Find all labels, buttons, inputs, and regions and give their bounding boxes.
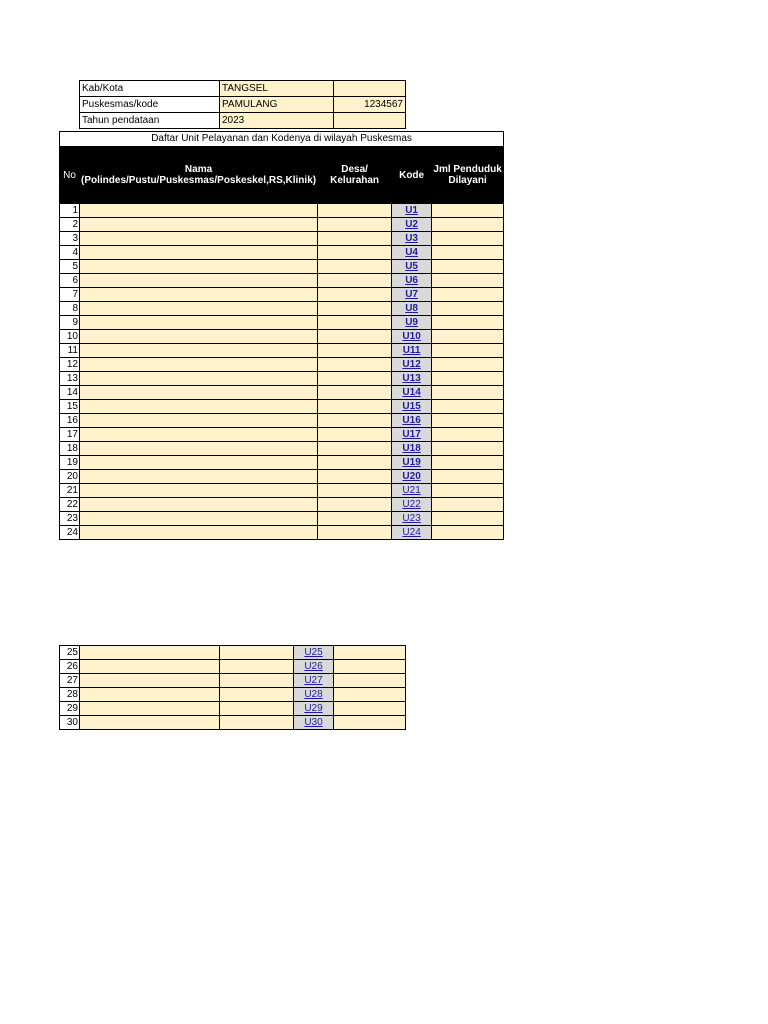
desa-cell[interactable] bbox=[318, 526, 392, 540]
kode-link[interactable]: U21 bbox=[402, 484, 421, 496]
nama-cell[interactable] bbox=[80, 274, 318, 288]
nama-cell[interactable] bbox=[80, 330, 318, 344]
col-header-kode: Kode bbox=[392, 147, 432, 204]
desa-cell[interactable] bbox=[220, 660, 294, 674]
kode-cell bbox=[392, 204, 432, 218]
desa-cell[interactable] bbox=[318, 442, 392, 456]
jml-penduduk-cell[interactable] bbox=[432, 204, 504, 218]
row-number: 3 bbox=[60, 232, 80, 246]
kode-link[interactable]: U11 bbox=[402, 344, 421, 356]
jml-penduduk-cell[interactable] bbox=[432, 330, 504, 344]
jml-penduduk-cell[interactable] bbox=[432, 498, 504, 512]
table-row bbox=[60, 344, 504, 358]
row-number: 11 bbox=[60, 344, 80, 358]
jml-penduduk-cell[interactable] bbox=[432, 512, 504, 526]
col-header-nama: Nama (Polindes/Pustu/Puskesmas/Poskeskel,RS,Klinik) bbox=[80, 147, 318, 204]
header-row-kabkota bbox=[80, 81, 406, 97]
nama-cell[interactable] bbox=[80, 316, 318, 330]
table-title: Daftar Unit Pelayanan dan Kodenya di wilayah Puskesmas bbox=[60, 132, 504, 147]
table-row bbox=[60, 470, 504, 484]
kode-link[interactable]: U6 bbox=[405, 274, 418, 286]
nama-cell[interactable] bbox=[80, 344, 318, 358]
kode-link[interactable]: U2 bbox=[405, 218, 418, 230]
table-row bbox=[60, 526, 504, 540]
kode-link[interactable]: U27 bbox=[304, 674, 323, 686]
kode-cell bbox=[392, 260, 432, 274]
table-row bbox=[60, 716, 406, 730]
row-number: 13 bbox=[60, 372, 80, 386]
kode-cell bbox=[392, 330, 432, 344]
row-number: 16 bbox=[60, 414, 80, 428]
header-row-puskesmas bbox=[80, 97, 406, 113]
table-row bbox=[60, 232, 504, 246]
kode-cell bbox=[392, 386, 432, 400]
desa-cell[interactable] bbox=[318, 316, 392, 330]
nama-cell[interactable] bbox=[80, 386, 318, 400]
kode-cell bbox=[392, 372, 432, 386]
kode-cell bbox=[294, 660, 334, 674]
desa-cell[interactable] bbox=[318, 414, 392, 428]
jml-penduduk-cell[interactable] bbox=[334, 660, 406, 674]
jml-penduduk-cell[interactable] bbox=[432, 246, 504, 260]
row-number: 18 bbox=[60, 442, 80, 456]
jml-penduduk-cell[interactable] bbox=[432, 218, 504, 232]
desa-cell[interactable] bbox=[318, 372, 392, 386]
kode-link[interactable]: U4 bbox=[405, 246, 418, 258]
table-row bbox=[60, 260, 504, 274]
desa-cell[interactable] bbox=[318, 246, 392, 260]
kode-link[interactable]: U5 bbox=[405, 260, 418, 272]
row-number: 20 bbox=[60, 470, 80, 484]
row-number: 24 bbox=[60, 526, 80, 540]
kode-cell bbox=[294, 646, 334, 660]
kode-link[interactable]: U23 bbox=[402, 512, 421, 524]
table-row bbox=[60, 646, 406, 660]
kode-cell bbox=[392, 246, 432, 260]
desa-cell[interactable] bbox=[318, 484, 392, 498]
jml-penduduk-cell[interactable] bbox=[432, 372, 504, 386]
nama-cell[interactable] bbox=[80, 428, 318, 442]
nama-cell[interactable] bbox=[80, 204, 318, 218]
kode-link[interactable]: U7 bbox=[405, 288, 418, 300]
nama-cell[interactable] bbox=[80, 456, 318, 470]
desa-cell[interactable] bbox=[318, 232, 392, 246]
kode-link[interactable]: U17 bbox=[402, 428, 421, 440]
kode-cell bbox=[392, 358, 432, 372]
kode-cell bbox=[392, 288, 432, 302]
table-row bbox=[60, 386, 504, 400]
kode-link[interactable]: U8 bbox=[405, 302, 418, 314]
nama-cell[interactable] bbox=[80, 302, 318, 316]
row-number: 2 bbox=[60, 218, 80, 232]
kode-cell bbox=[392, 470, 432, 484]
desa-cell[interactable] bbox=[220, 716, 294, 730]
desa-cell[interactable] bbox=[220, 688, 294, 702]
jml-penduduk-cell[interactable] bbox=[432, 484, 504, 498]
row-number: 28 bbox=[60, 688, 80, 702]
desa-cell[interactable] bbox=[318, 218, 392, 232]
desa-cell[interactable] bbox=[318, 386, 392, 400]
row-number: 22 bbox=[60, 498, 80, 512]
kode-link[interactable]: U25 bbox=[304, 646, 323, 658]
nama-cell[interactable] bbox=[80, 646, 220, 660]
nama-cell[interactable] bbox=[80, 442, 318, 456]
table-row bbox=[60, 498, 504, 512]
kode-link[interactable]: U1 bbox=[405, 204, 418, 216]
row-number: 8 bbox=[60, 302, 80, 316]
table-row bbox=[60, 274, 504, 288]
desa-cell[interactable] bbox=[318, 498, 392, 512]
nama-cell[interactable] bbox=[80, 484, 318, 498]
desa-cell[interactable] bbox=[318, 512, 392, 526]
header-info-table bbox=[79, 80, 406, 129]
table-row bbox=[60, 330, 504, 344]
header-row-tahun bbox=[80, 113, 406, 129]
row-number: 4 bbox=[60, 246, 80, 260]
nama-cell[interactable] bbox=[80, 400, 318, 414]
kode-cell bbox=[392, 456, 432, 470]
nama-cell[interactable] bbox=[80, 260, 318, 274]
col-header-desa: Desa/ Kelurahan bbox=[318, 147, 392, 204]
col-header-jml: Jml Penduduk Dilayani bbox=[432, 147, 504, 204]
jml-penduduk-cell[interactable] bbox=[432, 316, 504, 330]
jml-penduduk-cell[interactable] bbox=[432, 302, 504, 316]
row-number: 29 bbox=[60, 702, 80, 716]
header-label-cell[interactable]: Kab/Kota bbox=[80, 81, 220, 97]
table-row bbox=[60, 358, 504, 372]
table-row bbox=[60, 414, 504, 428]
kode-cell bbox=[392, 302, 432, 316]
row-number: 23 bbox=[60, 512, 80, 526]
kode-cell bbox=[392, 218, 432, 232]
column-header-row bbox=[60, 147, 504, 204]
nama-cell[interactable] bbox=[80, 470, 318, 484]
nama-cell[interactable] bbox=[80, 218, 318, 232]
nama-cell[interactable] bbox=[80, 358, 318, 372]
table-row bbox=[60, 372, 504, 386]
kode-cell bbox=[294, 688, 334, 702]
table-row bbox=[60, 246, 504, 260]
row-number: 10 bbox=[60, 330, 80, 344]
table-row bbox=[60, 512, 504, 526]
kode-cell bbox=[392, 428, 432, 442]
jml-penduduk-cell[interactable] bbox=[432, 232, 504, 246]
desa-cell[interactable] bbox=[318, 358, 392, 372]
row-number: 15 bbox=[60, 400, 80, 414]
desa-cell[interactable] bbox=[318, 204, 392, 218]
header-value-cell[interactable]: TANGSEL bbox=[220, 81, 334, 97]
row-number: 9 bbox=[60, 316, 80, 330]
header-value-cell[interactable]: PAMULANG bbox=[220, 97, 334, 113]
nama-cell[interactable] bbox=[80, 246, 318, 260]
table-row bbox=[60, 702, 406, 716]
nama-cell[interactable] bbox=[80, 372, 318, 386]
jml-penduduk-cell[interactable] bbox=[432, 428, 504, 442]
desa-cell[interactable] bbox=[318, 400, 392, 414]
table-row bbox=[60, 442, 504, 456]
nama-cell[interactable] bbox=[80, 414, 318, 428]
row-number: 30 bbox=[60, 716, 80, 730]
kode-link[interactable]: U26 bbox=[304, 660, 323, 672]
row-number: 12 bbox=[60, 358, 80, 372]
desa-cell[interactable] bbox=[318, 288, 392, 302]
jml-penduduk-cell[interactable] bbox=[432, 414, 504, 428]
table-row bbox=[60, 316, 504, 330]
desa-cell[interactable] bbox=[220, 646, 294, 660]
nama-cell[interactable] bbox=[80, 526, 318, 540]
header-extra-cell[interactable] bbox=[334, 113, 406, 129]
table-row bbox=[60, 218, 504, 232]
jml-penduduk-cell[interactable] bbox=[432, 470, 504, 484]
kode-link[interactable]: U13 bbox=[402, 372, 421, 384]
kode-link[interactable]: U14 bbox=[402, 386, 421, 398]
row-number: 25 bbox=[60, 646, 80, 660]
kode-cell bbox=[392, 316, 432, 330]
nama-cell[interactable] bbox=[80, 674, 220, 688]
jml-penduduk-cell[interactable] bbox=[432, 274, 504, 288]
kode-link[interactable]: U20 bbox=[402, 470, 421, 482]
kode-link[interactable]: U28 bbox=[304, 688, 323, 700]
kode-link[interactable]: U19 bbox=[402, 456, 421, 468]
kode-cell bbox=[392, 414, 432, 428]
table-row bbox=[60, 302, 504, 316]
kode-cell bbox=[392, 512, 432, 526]
kode-link[interactable]: U18 bbox=[402, 442, 421, 454]
nama-cell[interactable] bbox=[80, 688, 220, 702]
jml-penduduk-cell[interactable] bbox=[432, 260, 504, 274]
jml-penduduk-cell[interactable] bbox=[334, 688, 406, 702]
row-number: 5 bbox=[60, 260, 80, 274]
table-row bbox=[60, 428, 504, 442]
jml-penduduk-cell[interactable] bbox=[432, 344, 504, 358]
kode-cell bbox=[392, 274, 432, 288]
jml-penduduk-cell[interactable] bbox=[334, 674, 406, 688]
row-number: 17 bbox=[60, 428, 80, 442]
row-number: 14 bbox=[60, 386, 80, 400]
kode-link[interactable]: U10 bbox=[402, 330, 421, 342]
table-row bbox=[60, 288, 504, 302]
kode-cell bbox=[392, 344, 432, 358]
unit-pelayanan-table-continued bbox=[59, 645, 406, 730]
table-row bbox=[60, 660, 406, 674]
table-row bbox=[60, 204, 504, 218]
kode-link[interactable]: U30 bbox=[304, 716, 323, 728]
header-value-cell[interactable]: 2023 bbox=[220, 113, 334, 129]
desa-cell[interactable] bbox=[220, 674, 294, 688]
desa-cell[interactable] bbox=[318, 456, 392, 470]
table-row bbox=[60, 674, 406, 688]
kode-link[interactable]: U29 bbox=[304, 702, 323, 714]
kode-link[interactable]: U12 bbox=[402, 358, 421, 370]
desa-cell[interactable] bbox=[318, 344, 392, 358]
row-number: 26 bbox=[60, 660, 80, 674]
jml-penduduk-cell[interactable] bbox=[432, 386, 504, 400]
nama-cell[interactable] bbox=[80, 232, 318, 246]
row-number: 6 bbox=[60, 274, 80, 288]
header-label-cell[interactable]: Puskesmas/kode bbox=[80, 97, 220, 113]
header-extra-cell[interactable]: 1234567 bbox=[334, 97, 406, 113]
desa-cell[interactable] bbox=[318, 470, 392, 484]
desa-cell[interactable] bbox=[220, 702, 294, 716]
row-number: 19 bbox=[60, 456, 80, 470]
kode-cell bbox=[392, 526, 432, 540]
kode-cell bbox=[294, 716, 334, 730]
kode-link[interactable]: U9 bbox=[405, 316, 418, 328]
kode-cell bbox=[392, 232, 432, 246]
kode-link[interactable]: U24 bbox=[402, 526, 421, 538]
jml-penduduk-cell[interactable] bbox=[334, 702, 406, 716]
nama-cell[interactable] bbox=[80, 702, 220, 716]
jml-penduduk-cell[interactable] bbox=[432, 526, 504, 540]
nama-cell[interactable] bbox=[80, 660, 220, 674]
kode-cell bbox=[392, 442, 432, 456]
table-row bbox=[60, 400, 504, 414]
kode-cell bbox=[294, 674, 334, 688]
jml-penduduk-cell[interactable] bbox=[334, 646, 406, 660]
row-number: 1 bbox=[60, 204, 80, 218]
desa-cell[interactable] bbox=[318, 302, 392, 316]
kode-link[interactable]: U3 bbox=[405, 232, 418, 244]
desa-cell[interactable] bbox=[318, 330, 392, 344]
jml-penduduk-cell[interactable] bbox=[432, 288, 504, 302]
unit-pelayanan-table bbox=[59, 131, 504, 540]
kode-cell bbox=[392, 498, 432, 512]
nama-cell[interactable] bbox=[80, 498, 318, 512]
jml-penduduk-cell[interactable] bbox=[432, 442, 504, 456]
jml-penduduk-cell[interactable] bbox=[432, 456, 504, 470]
desa-cell[interactable] bbox=[318, 260, 392, 274]
kode-cell bbox=[392, 484, 432, 498]
table-row bbox=[60, 484, 504, 498]
header-label-cell[interactable]: Tahun pendataan bbox=[80, 113, 220, 129]
row-number: 21 bbox=[60, 484, 80, 498]
col-header-no: No bbox=[60, 147, 80, 204]
nama-cell[interactable] bbox=[80, 716, 220, 730]
row-number: 7 bbox=[60, 288, 80, 302]
nama-cell[interactable] bbox=[80, 512, 318, 526]
desa-cell[interactable] bbox=[318, 428, 392, 442]
desa-cell[interactable] bbox=[318, 274, 392, 288]
nama-cell[interactable] bbox=[80, 288, 318, 302]
kode-link[interactable]: U15 bbox=[402, 400, 421, 412]
kode-link[interactable]: U16 bbox=[402, 414, 421, 426]
table-row bbox=[60, 688, 406, 702]
table-row bbox=[60, 456, 504, 470]
jml-penduduk-cell[interactable] bbox=[432, 358, 504, 372]
row-number: 27 bbox=[60, 674, 80, 688]
jml-penduduk-cell[interactable] bbox=[334, 716, 406, 730]
header-extra-cell[interactable] bbox=[334, 81, 406, 97]
jml-penduduk-cell[interactable] bbox=[432, 400, 504, 414]
kode-cell bbox=[294, 702, 334, 716]
kode-cell bbox=[392, 400, 432, 414]
kode-link[interactable]: U22 bbox=[402, 498, 421, 510]
